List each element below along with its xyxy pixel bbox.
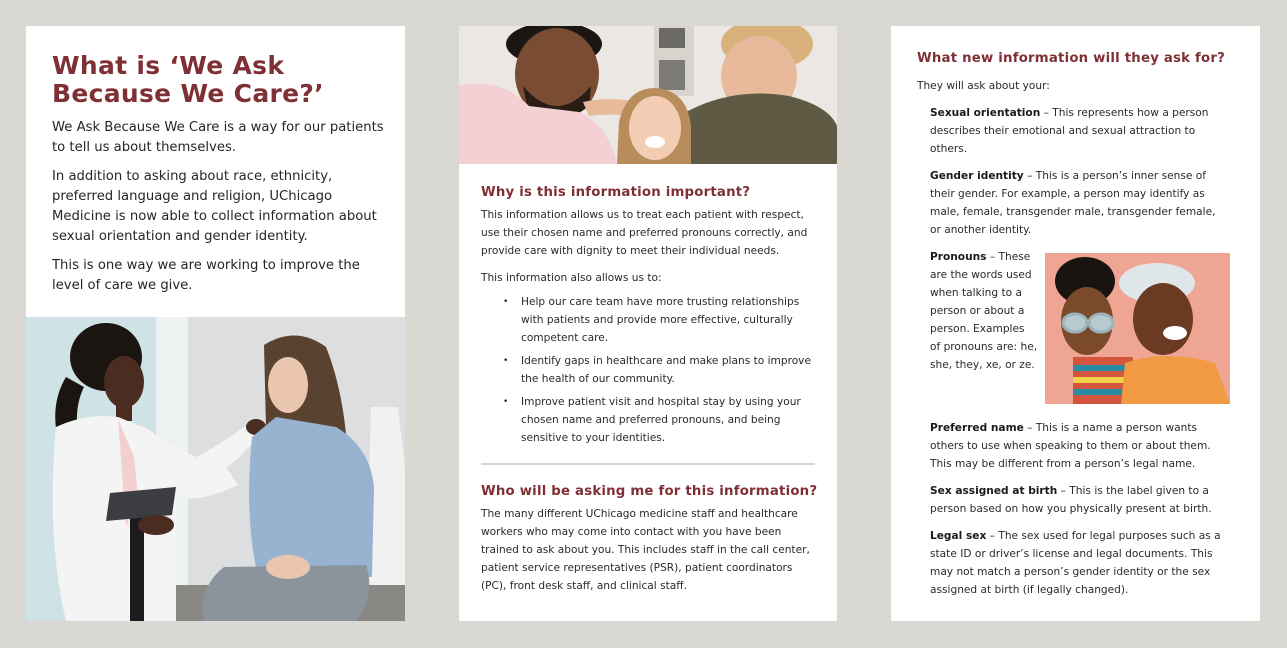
new-info-intro: They will ask about your: (917, 80, 1050, 92)
title-line-2: Because We Care?’ (52, 79, 324, 108)
intro-paragraph: In addition to asking about race, ethnicity, preferred language and religion, UChicago Medicine is now able to collect information about sexual orientation and gender identity. (52, 169, 377, 244)
why-paragraph: This information also allows us to: (481, 272, 662, 284)
who-heading: Who will be asking me for this information? (481, 484, 818, 499)
definition-text: – This represents how a person describes their emotional and sexual attraction to others. (930, 107, 1209, 155)
family-photo (459, 26, 837, 164)
definition-text: – This is the label given to a person based on how you physically present at birth. (930, 485, 1212, 515)
couple-photo (1045, 253, 1230, 404)
why-heading: Why is this information important? (481, 185, 751, 200)
definition-text: – The sex used for legal purposes such as a state ID or driver’s license and legal documents. This may not match a person’s gender identity or the sex assigned at birth (if legally changed). (930, 530, 1221, 596)
list-item: • Identify gaps in healthcare and make plans to improve the health of our community. (503, 352, 819, 388)
middle-text (481, 184, 819, 604)
definition-text: – This is a name a person wants others to use when speaking to them or about them. This may be different from a person’s legal name. (930, 422, 1211, 470)
definition-sexual-orientation (930, 104, 1226, 158)
doctor-patient-photo (26, 317, 405, 621)
title-line-1: What is ‘We Ask (52, 51, 285, 80)
brochure-panel-left (26, 26, 405, 621)
page-title (52, 52, 392, 108)
list-item: • Help our care team have more trusting relationships with patients and provide more effective, culturally competent care. (503, 293, 819, 347)
brochure-panel-middle (459, 26, 837, 621)
definition-pronouns (930, 248, 1038, 374)
definition-term: Gender identity (930, 170, 1024, 182)
definition-term: Pronouns (930, 251, 987, 263)
definition-preferred-name (930, 419, 1226, 473)
definition-sex-assigned-at-birth (930, 482, 1226, 518)
why-paragraph: This information allows us to treat each patient with respect, use their chosen name and preferred pronouns correctly, and provide care with dignity to meet their individual needs. (481, 209, 808, 257)
definition-text: – This is a person’s inner sense of their gender. For example, a person may identify as male, female, transgender male, transgender female, or another identity. (930, 170, 1216, 236)
brochure-panel-right (891, 26, 1260, 621)
definition-term: Sexual orientation (930, 107, 1041, 119)
why-body (481, 206, 819, 287)
definition-term: Sex assigned at birth (930, 485, 1058, 497)
doctor-patient-illustration (26, 317, 405, 621)
benefits-list (481, 293, 819, 447)
definition-term: Legal sex (930, 530, 987, 542)
definition-legal-sex (930, 527, 1226, 599)
list-item: • Improve patient visit and hospital stay by using your chosen name and preferred pronouns, and being sensitive to your identities. (503, 393, 819, 447)
definition-term: Preferred name (930, 422, 1024, 434)
couple-illustration (1045, 253, 1230, 404)
definition-text: – These are the words used when talking to a person or about a person. Examples of pronouns are: he, she, they, xe, or ze. (930, 251, 1038, 371)
definition-gender-identity (930, 167, 1226, 239)
family-illustration (459, 26, 837, 164)
intro-text (52, 118, 392, 305)
section-divider (481, 463, 815, 465)
intro-paragraph: We Ask Because We Care is a way for our patients to tell us about themselves. (52, 120, 384, 155)
intro-paragraph: This is one way we are working to improve the level of care we give. (52, 258, 360, 293)
new-info-heading: What new information will they ask for? (917, 51, 1226, 66)
who-paragraph: The many different UChicago medicine staff and healthcare workers who may come into contact with you have been trained to ask about you. This includes staff in the call center, patient service representatives (PSR), patient coordinators (PC), front desk staff, and clinical staff. (481, 508, 810, 592)
who-body (481, 505, 819, 595)
